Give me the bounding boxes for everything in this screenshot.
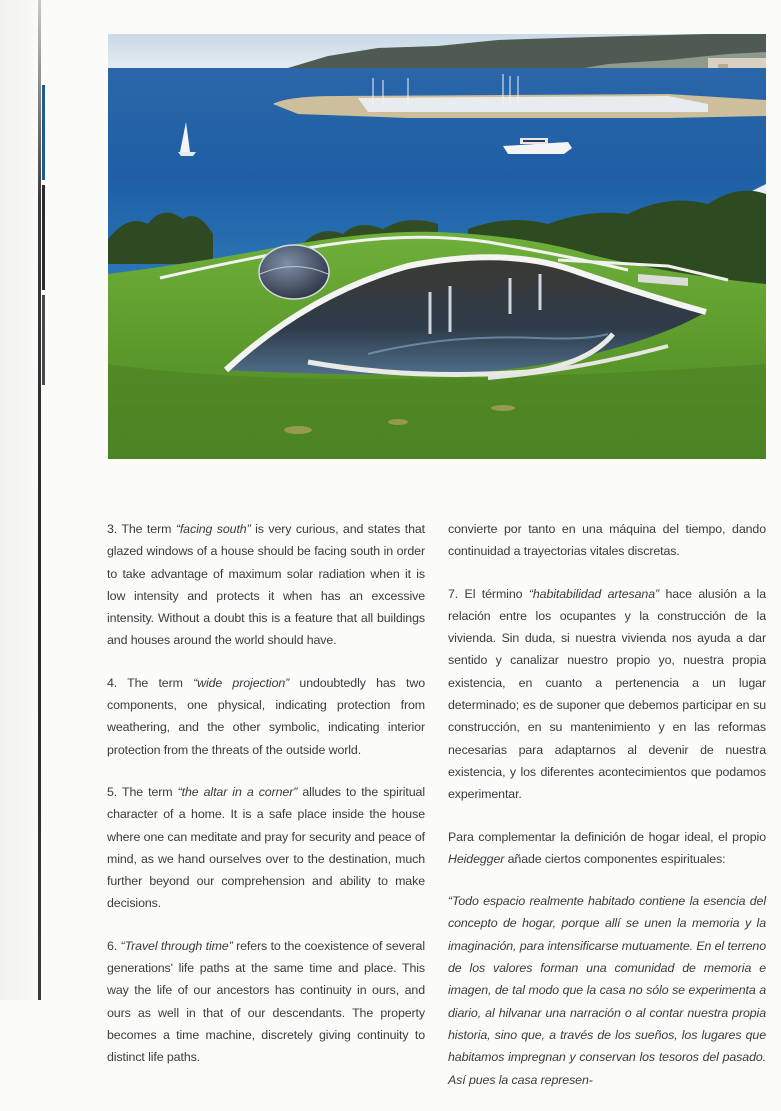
paragraph-altar-in-corner: 5. The term “the altar in a corner” alludes to the spiritual character of a home. It is a safe place inside the house where one can meditate and pray for security and peace of mind, as we hand ourselves over to the destination, much further beyond our comprehension and ability to make decisions. [107,784,425,911]
paragraph-habitabilidad-artesana: 7. El término “habitabilidad artesana” hace alusión a la relación entre los ocupantes y la construcción de la vivienda. Sin duda, si nuestra vivienda nos ayuda a dar sentido y canalizar nuestro propio yo, nuestra propia existencia, en cuanto a pertenencia a un lugar determinado; es de suponer que debemos participar en su construcción, en su mantenimiento y en las reformas necesarias para adaptarnos al devenir de nuestra existencia, y los diferentes acontecimientos que podamos experimentar. [448,586,766,802]
english-text-column [107,518,425,1089]
book-spine-edge [38,0,41,1000]
green-roof-house-photo [108,34,766,459]
paragraph-heidegger-intro: Para complementar la definición de hogar ideal, el propio Heidegger añade ciertos componentes espirituales: [448,829,766,866]
spanish-text-column [448,518,766,1111]
paragraph-continuation: convierte por tanto en una máquina del tiempo, dando continuidad a trayectorias vitales discretas. [448,522,766,559]
paragraph-travel-through-time: 6. “Travel through time” refers to the coexistence of several generations' life paths at the same time and place. This way the life of our ancestors has continuity in ours, and ours as well in that of our descendants. The property becomes a time machine, discretely giving continuity to distinct life paths. [107,938,425,1065]
edge-marker-blue [42,85,45,180]
page-gutter-shadow [0,0,40,1000]
edge-marker-dark [42,185,45,290]
edge-marker-grey [42,295,45,385]
paragraph-facing-south: 3. The term “facing south” is very curious, and states that glazed windows of a house should be facing south in order to take advantage of maximum solar radiation when it is low intensity and protects it when has an excessive intensity. Without a doubt this is a feature that all buildings and houses around the world should have. [107,522,426,648]
heidegger-quote: “Todo espacio realmente habitado contiene la esencia del concepto de hogar, porque allí se unen la memoria y la imaginación, para intensificarse mutuamente. En el terreno de los valores forman una comunidad de memoria e imagen, de tal modo que la casa no sólo se experimenta a diario, al hilvanar una narración o al contar nuestra propia historia, sino que, a través de los sueños, los lugares que habitamos impregnan y conservan los tesoros del pasado. Así pues la casa represen- [448,894,766,1087]
paragraph-wide-projection: 4. The term “wide projection” undoubtedly has two components, one physical, indicating protection from weathering, and the other symbolic, indicating interior protection from the threats of the outside world. [107,675,425,757]
